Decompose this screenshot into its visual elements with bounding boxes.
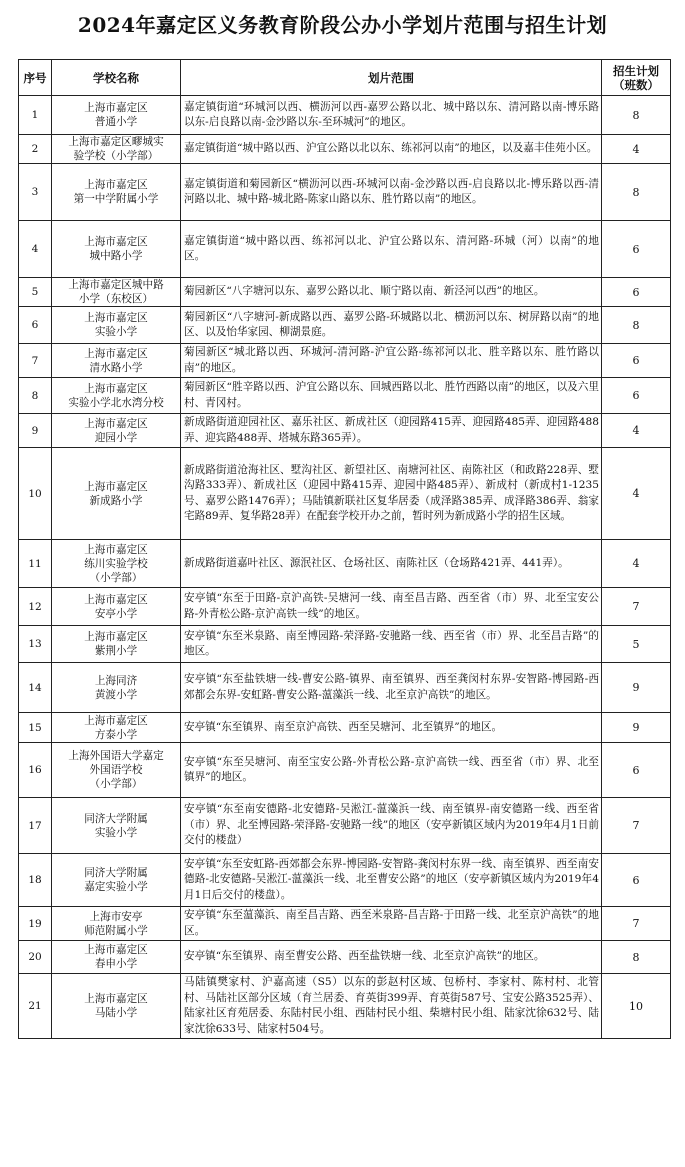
cell-school-name (52, 941, 181, 974)
table-row (19, 540, 671, 588)
school-name-line: 上海市嘉定区 (84, 417, 148, 430)
school-name-line: 上海市嘉定区 (84, 993, 148, 1005)
cell-range: 安亭镇“东至镇界、南至曹安公路、西至盐铁塘一线、北至京沪高铁”的地区。 (181, 941, 602, 974)
cell-no: 16 (19, 743, 52, 798)
cell-plan: 6 (602, 221, 671, 278)
document-title: 2024年嘉定区义务教育阶段公办小学划片范围与招生计划 (77, 13, 608, 37)
cell-school-name (52, 164, 181, 221)
cell-no: 15 (19, 713, 52, 743)
cell-school-name (52, 713, 181, 743)
school-name-line: 上海市嘉定区 (84, 382, 148, 395)
table-row (19, 626, 671, 663)
table-header-row (19, 60, 671, 96)
school-name-line: 同济大学附属 (84, 812, 148, 825)
table-row (19, 221, 671, 278)
cell-plan: 4 (602, 540, 671, 588)
table-row (19, 96, 671, 135)
table-row (19, 743, 671, 798)
school-name-line: 实验小学 (94, 326, 138, 338)
cell-plan: 4 (602, 414, 671, 448)
cell-plan: 8 (602, 307, 671, 344)
cell-school-name (52, 448, 181, 540)
cell-school-name (52, 798, 181, 854)
school-name-line: 黄渡小学 (94, 688, 138, 701)
cell-plan: 8 (602, 941, 671, 974)
school-name-line: 练川实验学校 (84, 557, 148, 570)
school-name-line: 上海市嘉定区 (84, 714, 148, 727)
school-name-line: 普通小学 (94, 116, 138, 128)
school-name-line: 第一中学附属小学 (73, 193, 159, 205)
school-name-line: 紫荆小学 (94, 645, 138, 657)
cell-range: 安亭镇“东至盐铁塘一线-曹安公路-镇界、南至镇界、西至龚闵村东界-安智路-博园路-西郊都会东界-安虹路-曹安公路-蕰藻浜一线、北至京沪高铁”的地区。 (181, 663, 602, 713)
table-row (19, 713, 671, 743)
cell-school-name (52, 540, 181, 588)
table-row (19, 588, 671, 626)
cell-range: 安亭镇“东至于田路-京沪高铁-吴塘河一线、南至昌吉路、西至省（市）界、北至宝安公路-外青松公路-京沪高铁一线”的地区。 (181, 588, 602, 626)
cell-no: 20 (19, 941, 52, 974)
table-body (19, 96, 671, 1039)
header-plan-line1: 招生计划 (613, 63, 659, 78)
school-name-line: 上海市安亭 (89, 910, 143, 923)
cell-no: 21 (19, 974, 52, 1039)
school-name-line: 清水路小学 (89, 361, 143, 374)
school-name-line: 马陆小学 (94, 1007, 138, 1019)
cell-school-name (52, 663, 181, 713)
school-name-line: 上海市嘉定区 (84, 102, 148, 114)
school-name-line: 嘉定实验小学 (84, 881, 148, 893)
school-name-line: 小学（东校区） (78, 293, 154, 305)
cell-range: 嘉定镇街道和菊园新区“横沥河以西-环城河以南-金沙路以西-启良路以北-博乐路以西-清河路以北、城中路-城北路-陈家山路以东、胜竹路以南”的地区。 (181, 164, 602, 221)
school-name-line: 上海市嘉定区 (84, 944, 148, 956)
school-name-line: 上海同济 (94, 674, 138, 687)
cell-school-name (52, 135, 181, 164)
cell-range: 马陆镇樊家村、沪嘉高速（S5）以东的彭赵村区域、包桥村、李家村、陈村村、北管村、马陆社区部分区域（育兰居委、育英街399弄、育英街587号、宝安公路3525弄）、陆家社区育苑居委、东陆村民小组、西陆村民小组、柴塘村民小组、陆家沈徐632号、陆家沈徐633号、陆家村504号。 (181, 974, 602, 1039)
table-row (19, 448, 671, 540)
cell-school-name (52, 907, 181, 941)
cell-school-name (52, 854, 181, 907)
cell-plan: 6 (602, 743, 671, 798)
table-row (19, 907, 671, 941)
cell-plan: 7 (602, 907, 671, 941)
school-name-line: 上海市嘉定区 (84, 179, 148, 191)
school-name-line: 上海市嘉定区 (84, 593, 148, 606)
cell-school-name (52, 221, 181, 278)
table-row (19, 974, 671, 1039)
table-row (19, 164, 671, 221)
cell-range: 嘉定镇街道“城中路以西、沪宜公路以北以东、练祁河以南”的地区，以及嘉丰佳苑小区。 (181, 135, 602, 164)
school-name-line: 上海市嘉定区 (84, 236, 148, 248)
school-name-line: 实验小学 (94, 826, 138, 839)
cell-range: 安亭镇“东至南安德路-北安德路-吴淞江-蕰藻浜一线、南至镇界-南安德路一线、西至省（市）界、北至博园路-荣泽路-安驰路一线”的地区（安亭新镇区域内为2019年4月1日前交付的楼盘） (181, 798, 602, 854)
cell-no: 6 (19, 307, 52, 344)
cell-range: 安亭镇“东至蕰藻浜、南至昌吉路、西至米泉路-昌吉路-于田路一线、北至京沪高铁”的地区。 (181, 907, 602, 941)
cell-no: 13 (19, 626, 52, 663)
table-row (19, 378, 671, 414)
cell-plan: 9 (602, 663, 671, 713)
school-name-line: 上海市嘉定区疁城实 (68, 136, 164, 148)
header-school: 学校名称 (52, 60, 181, 96)
cell-range: 新成路街道沧海社区、墅沟社区、新望社区、南塘河社区、南陈社区（和政路228弄、墅沟路333弄）、新成社区（迎园中路415弄、迎园中路485弄）、新成村（新成村1-1235号、嘉罗公路1476弄）；马陆镇新联社区复华居委（成泽路385弄、成泽路386弄、翁家宅路89弄、复华路28弄）在配套学校开办之前，暂时列为新成路小学的招生区域。 (181, 448, 602, 540)
cell-no: 1 (19, 96, 52, 135)
cell-plan: 8 (602, 164, 671, 221)
cell-no: 11 (19, 540, 52, 588)
school-name-line: 上海市嘉定区 (84, 312, 148, 324)
school-name-line: （小学部） (89, 571, 143, 584)
cell-plan: 6 (602, 854, 671, 907)
table-row (19, 854, 671, 907)
table-row (19, 278, 671, 307)
cell-school-name (52, 344, 181, 378)
header-plan (602, 60, 671, 96)
cell-plan: 9 (602, 713, 671, 743)
cell-range: 菊园新区“城北路以西、环城河-清河路-沪宜公路-练祁河以北、胜辛路以东、胜竹路以南”的地区。 (181, 344, 602, 378)
school-name-line: 上海市嘉定区 (84, 631, 148, 643)
cell-no: 7 (19, 344, 52, 378)
cell-no: 2 (19, 135, 52, 164)
cell-range: 新成路街道迎园社区、嘉乐社区、新成社区（迎园路415弄、迎园路485弄、迎园路488弄、迎宾路488弄、塔城东路365弄）。 (181, 414, 602, 448)
table-row (19, 941, 671, 974)
cell-no: 9 (19, 414, 52, 448)
cell-no: 17 (19, 798, 52, 854)
school-name-line: 同济大学附属 (84, 867, 148, 879)
school-name-line: 上海市嘉定区 (84, 480, 148, 493)
cell-plan: 4 (602, 448, 671, 540)
school-name-line: 安亭小学 (94, 607, 138, 620)
school-name-line: 外国语学校 (89, 764, 143, 776)
school-name-line: 城中路小学 (89, 250, 143, 262)
table-row (19, 798, 671, 854)
cell-no: 10 (19, 448, 52, 540)
cell-range: 安亭镇“东至镇界、南至京沪高铁、西至吴塘河、北至镇界”的地区。 (181, 713, 602, 743)
school-name-line: 方泰小学 (94, 728, 138, 741)
cell-no: 18 (19, 854, 52, 907)
cell-range: 安亭镇“东至米泉路、南至博园路-荣泽路-安驰路一线、西至省（市）界、北至昌吉路”的地区。 (181, 626, 602, 663)
school-name-line: 春申小学 (94, 958, 138, 970)
cell-plan: 6 (602, 278, 671, 307)
cell-range: 安亭镇“东至安虹路-西郊都会东界-博园路-安智路-龚闵村东界一线、南至镇界、西至南安德路-北安德路-吴淞江-蕰藻浜一线、北至曹安公路”的地区（安亭新镇区域内为2019年4月1日后交付的楼盘）。 (181, 854, 602, 907)
table-row (19, 663, 671, 713)
cell-range: 菊园新区“八字塘河-新成路以西、嘉罗公路-环城路以北、横沥河以东、树屏路以南”的地区、以及怡华家园、柳湖景庭。 (181, 307, 602, 344)
school-name-line: 上海市嘉定区城中路 (68, 279, 164, 291)
cell-no: 12 (19, 588, 52, 626)
school-name-line: 迎园小学 (94, 431, 138, 444)
cell-no: 3 (19, 164, 52, 221)
cell-no: 4 (19, 221, 52, 278)
school-name-line: 上海市嘉定区 (84, 347, 148, 360)
cell-no: 14 (19, 663, 52, 713)
cell-school-name (52, 974, 181, 1039)
cell-range: 嘉定镇街道“城中路以西、练祁河以北、沪宜公路以东、清河路-环城（河）以南”的地区。 (181, 221, 602, 278)
cell-school-name (52, 743, 181, 798)
school-name-line: 上海市嘉定区 (84, 543, 148, 556)
cell-school-name (52, 278, 181, 307)
cell-plan: 10 (602, 974, 671, 1039)
cell-no: 5 (19, 278, 52, 307)
table-row (19, 344, 671, 378)
cell-plan: 6 (602, 378, 671, 414)
enrollment-table (18, 59, 671, 1039)
cell-no: 8 (19, 378, 52, 414)
school-name-line: 验学校（小学部） (73, 150, 159, 162)
cell-range: 安亭镇“东至吴塘河、南至宝安公路-外青松公路-京沪高铁一线、西至省（市）界、北至镇界”的地区。 (181, 743, 602, 798)
cell-school-name (52, 378, 181, 414)
header-plan-line2: （班数） (613, 77, 659, 92)
cell-school-name (52, 307, 181, 344)
cell-range: 嘉定镇街道“环城河以西、横沥河以西-嘉罗公路以北、城中路以东、清河路以南-博乐路以东-启良路以南-金沙路以东-至环城河”的地区。 (181, 96, 602, 135)
cell-plan: 7 (602, 798, 671, 854)
table-row (19, 414, 671, 448)
header-range: 划片范围 (181, 60, 602, 96)
cell-plan: 6 (602, 344, 671, 378)
cell-school-name (52, 626, 181, 663)
cell-no: 19 (19, 907, 52, 941)
school-name-line: 新成路小学 (89, 494, 143, 507)
cell-range: 菊园新区“胜辛路以西、沪宜公路以东、回城西路以北、胜竹西路以南”的地区，以及六里村、青冈村。 (181, 378, 602, 414)
table-row (19, 307, 671, 344)
school-name-line: 上海外国语大学嘉定 (68, 750, 164, 762)
school-name-line: （小学部） (89, 778, 143, 790)
header-no: 序号 (19, 60, 52, 96)
cell-plan: 4 (602, 135, 671, 164)
table-row (19, 135, 671, 164)
cell-plan: 7 (602, 588, 671, 626)
school-name-line: 师范附属小学 (84, 924, 148, 937)
cell-range: 菊园新区“八字塘河以东、嘉罗公路以北、顺宁路以南、新泾河以西”的地区。 (181, 278, 602, 307)
cell-school-name (52, 588, 181, 626)
cell-plan: 5 (602, 626, 671, 663)
school-name-line: 实验小学北水湾分校 (68, 396, 164, 409)
cell-school-name (52, 96, 181, 135)
cell-school-name (52, 414, 181, 448)
cell-plan: 8 (602, 96, 671, 135)
cell-range: 新成路街道嘉叶社区、源泯社区、仓场社区、南陈社区（仓场路421弄、441弄）。 (181, 540, 602, 588)
